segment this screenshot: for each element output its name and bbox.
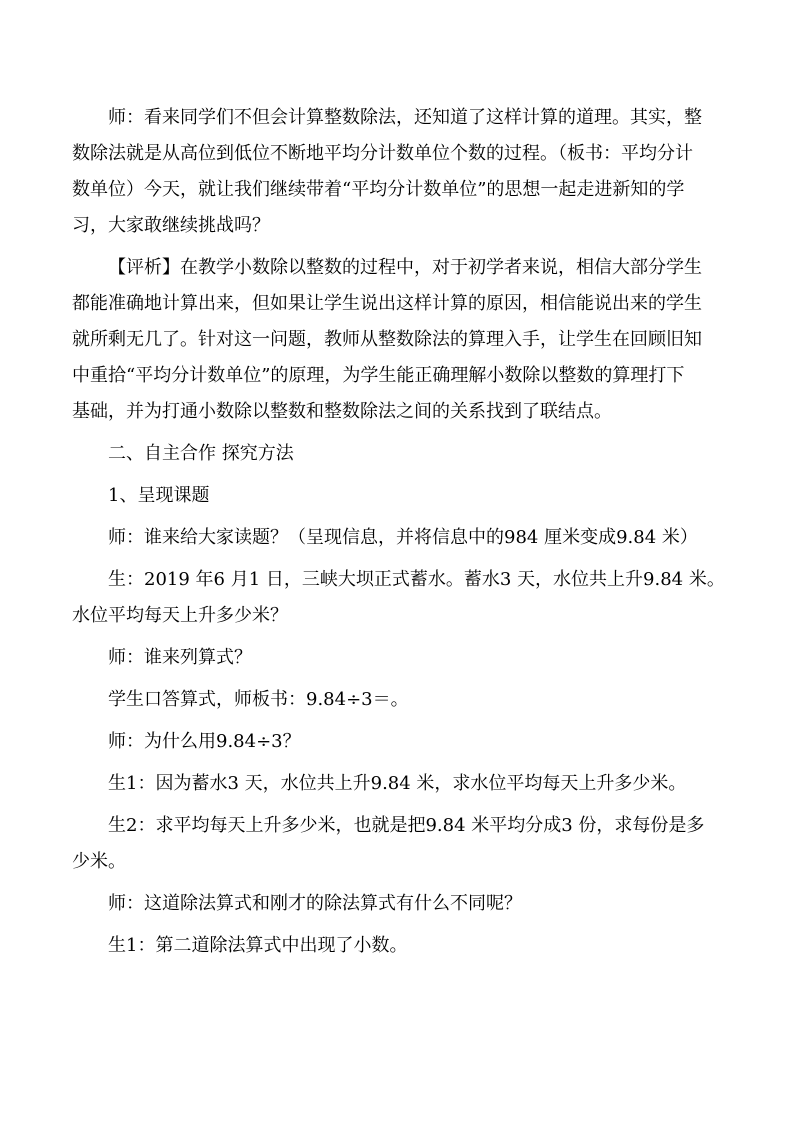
paragraph-line: 师：谁来列算式？ [108,647,252,668]
paragraph-line: 数除法就是从高位到低位不断地平均分计数单位个数的过程。（板书：平均分计 [72,143,693,164]
paragraph-p10 [108,766,722,802]
paragraph-line: 生2：求平均每天上升多少米，也就是把9.84 米平均分成3 份，求每份是多 [108,815,705,836]
paragraph-p7 [108,640,722,676]
paragraph-p12 [108,886,722,922]
paragraph-line: 师：看来同学们不但会计算整数除法，还知道了这样计算的道理。其实，整 [108,107,702,128]
paragraph-line: 师：为什么用9.84÷3？ [108,731,301,752]
paragraph-line: 水位平均每天上升多少米？ [72,605,288,626]
paragraph-p8 [108,682,722,718]
paragraph-line: 习，大家敢继续挑战吗？ [72,215,270,236]
paragraph-p5 [108,520,722,556]
paragraph-p3 [108,436,722,472]
paragraph-line: 生1：第二道除法算式中出现了小数。 [108,935,408,956]
paragraph-p2 [72,250,722,430]
paragraph-line: 1、呈现课题 [108,485,210,506]
paragraph-p1 [72,100,722,244]
paragraph-line: 中重拾“平均分计数单位”的原理，为学生能正确理解小数除以整数的算理打下 [72,365,685,386]
paragraph-line: 生1：因为蓄水3 天，水位共上升9.84 米，求水位平均每天上升多少米。 [108,773,687,794]
paragraph-line: 基础，并为打通小数除以整数和整数除法之间的关系找到了联结点。 [72,401,612,422]
paragraph-line: 都能准确地计算出来，但如果让学生说出这样计算的原因，相信能说出来的学生 [72,293,702,314]
paragraph-p11 [72,808,722,880]
document-body [72,100,725,964]
paragraph-line: 学生口答算式，师板书：9.84÷3＝。 [108,689,409,710]
paragraph-line: 师：这道除法算式和刚才的除法算式有什么不同呢？ [108,893,522,914]
paragraph-p4 [108,478,722,514]
paragraph-p13 [108,928,722,964]
paragraph-line: 生：2019 年6 月1 日，三峡大坝正式蓄水。蓄水3 天，水位共上升9.84 米。 [108,569,725,590]
paragraph-line: 师：谁来给大家读题？（呈现信息，并将信息中的984 厘米变成9.84 米） [108,527,698,548]
paragraph-line: 二、自主合作 探究方法 [108,443,294,464]
paragraph-line: 数单位）今天，就让我们继续带着“平均分计数单位”的思想一起走进新知的学 [72,179,685,200]
paragraph-p9 [108,724,722,760]
paragraph-line: 少米。 [72,851,126,872]
paragraph-line: 就所剩无几了。针对这一问题，教师从整数除法的算理入手，让学生在回顾旧知 [72,329,702,350]
paragraph-p6 [72,562,725,634]
paragraph-line: 【评析】在教学小数除以整数的过程中，对于初学者来说，相信大部分学生 [108,257,702,278]
